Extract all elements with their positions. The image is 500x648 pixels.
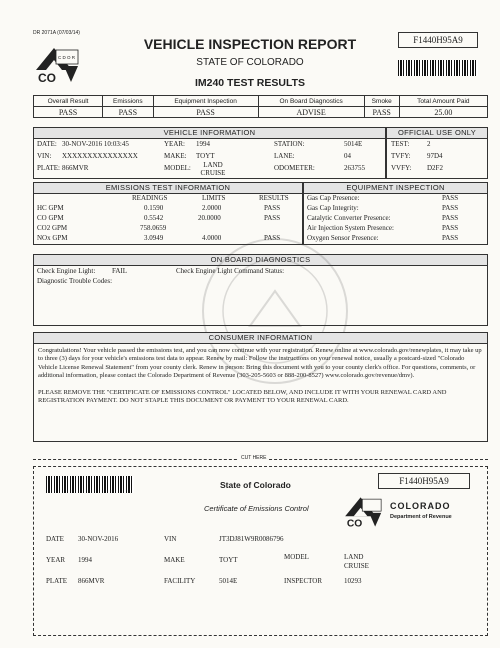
form-id: DR 2071A (07/03/14) — [33, 30, 80, 36]
station-label: STATION: — [274, 140, 305, 148]
limits-header: LIMITS — [202, 194, 226, 202]
cert-date-label: DATE — [46, 535, 64, 543]
readings-header: READINGS — [132, 194, 168, 202]
emission-limit: 20.0000 — [198, 214, 221, 222]
report-id: F1440H95A9 — [413, 35, 463, 45]
emission-row-label: CO GPM — [37, 214, 64, 222]
model-label: MODEL: — [164, 164, 191, 172]
odometer-label: ODOMETER: — [274, 164, 315, 172]
summary-header: Overall Result — [34, 96, 103, 107]
summary-table — [33, 95, 488, 118]
certificate-logo-co-text: CO — [346, 518, 363, 530]
odometer-value: 263755 — [344, 164, 365, 172]
official-use-section — [386, 127, 488, 179]
make-label: MAKE: — [164, 152, 187, 160]
model-value: LAND CRUISE — [200, 161, 226, 177]
emission-row-label: HC GPM — [37, 204, 64, 212]
consumer-info-title: CONSUMER INFORMATION — [34, 333, 487, 344]
official-use-title: OFFICIAL USE ONLY — [387, 128, 487, 139]
lane-value: 04 — [344, 152, 351, 160]
cert-facility-label: FACILITY — [164, 577, 196, 585]
emission-reading: 758.0659 — [140, 224, 167, 232]
emission-reading: 0.1590 — [144, 204, 164, 212]
equipment-label: Catalytic Converter Presence: — [307, 214, 391, 222]
plate-value: 866MVR — [62, 164, 89, 172]
certificate-id: F1440H95A9 — [399, 476, 449, 486]
results-header: RESULTS — [259, 194, 289, 202]
emission-row-label: NOx GPM — [37, 234, 68, 242]
station-value: 5014E — [344, 140, 363, 148]
cert-vin-value: JT3DJ81W9R0086796 — [219, 535, 284, 543]
equipment-value: PASS — [442, 204, 459, 212]
vvfy-value: D2F2 — [427, 164, 443, 172]
equipment-label: Gas Cap Presence: — [307, 194, 360, 202]
equipment-label: Air Injection System Presence: — [307, 224, 394, 232]
summary-value: PASS — [34, 107, 103, 118]
emission-reading: 3.0949 — [144, 234, 164, 242]
date-value: 30-NOV-2016 10:03:45 — [62, 140, 129, 148]
equipment-label: Gas Cap Integrity: — [307, 204, 359, 212]
summary-header: On Board Diagnostics — [258, 96, 364, 107]
summary-header: Smoke — [364, 96, 399, 107]
vin-label: VIN: — [37, 152, 52, 160]
cert-inspector-value: 10293 — [344, 577, 362, 585]
cel-label: Check Engine Light: — [37, 267, 96, 275]
lane-label: LANE: — [274, 152, 295, 160]
cert-model-label: MODEL — [284, 553, 309, 561]
make-value: TOYT — [196, 152, 215, 160]
summary-header: Emissions — [103, 96, 154, 107]
equipment-title: EQUIPMENT INSPECTION — [304, 183, 487, 194]
cert-facility-value: 5014E — [219, 577, 238, 585]
tvfy-label: TVFY: — [391, 152, 411, 160]
equipment-value: PASS — [442, 194, 459, 202]
certificate-state: State of Colorado — [220, 480, 291, 490]
cut-here-label: CUT HERE — [238, 455, 269, 461]
equipment-value: PASS — [442, 224, 459, 232]
equipment-label: Oxygen Sensor Presence: — [307, 234, 379, 242]
summary-header: Total Amount Paid — [399, 96, 487, 107]
summary-value: ADVISE — [258, 107, 364, 118]
cert-make-value: TOYT — [219, 556, 238, 564]
emissions-title: EMISSIONS TEST INFORMATION — [34, 183, 302, 194]
year-value: 1994 — [196, 140, 210, 148]
consumer-instructions: PLEASE REMOVE THE "CERTIFICATE OF EMISSIONS CONTROL" LOCATED BELOW, AND INCLUDE IT WITH YOUR RENEWAL CARD AND REGISTRATION PAYMENT. DO NOT STAPLE THIS DOCUMENT OR PAYMENT TO YOUR RENEWAL CARD. — [38, 388, 447, 405]
consumer-info-paragraph: Congratulations! Your vehicle passed the emissions test, and you can now continue with your registration. Renew online at www.colorado.gov/renewplates, it may take up to three (3) days for your vehicle's emissions test data to appear. Renew by mail: Follow the instructions on your renewal notice, usually a postcard-sized "Colorado Vehicle License Renewal Statement" from your county clerk. Renew in person: Bring this document with you to your county clerk's office. For questions, comments, or additional information, please contact the Colorado Department of Revenue (303-205-5603 or 888-200-8527) www.colorado.gov/revenue/dmv). — [38, 347, 482, 380]
cert-plate-label: PLATE — [46, 577, 67, 585]
summary-value: 25.00 — [399, 107, 487, 118]
dtc-label: Diagnostic Trouble Codes: — [37, 277, 113, 285]
emission-row-label: CO2 GPM — [37, 224, 68, 232]
emission-result: PASS — [264, 234, 281, 242]
cel-value: FAIL — [112, 267, 128, 275]
vvfy-label: VVFY: — [391, 164, 412, 172]
cert-make-label: MAKE — [164, 556, 185, 564]
state-line: STATE OF COLORADO — [196, 57, 304, 68]
certificate-subtitle: Certificate of Emissions Control — [204, 504, 309, 513]
logo-cdor-text: C D O R — [58, 55, 76, 60]
summary-value: PASS — [103, 107, 154, 118]
summary-header: Equipment Inspection — [153, 96, 258, 107]
report-id-box — [398, 32, 478, 48]
test-label: TEST: — [391, 140, 410, 148]
year-label: YEAR: — [164, 140, 185, 148]
emission-limit: 2.0000 — [202, 204, 222, 212]
report-title: VEHICLE INSPECTION REPORT — [143, 36, 357, 52]
barcode-header — [398, 60, 478, 76]
date-label: DATE: — [37, 140, 57, 148]
cert-date-value: 30-NOV-2016 — [78, 535, 119, 543]
equipment-value: PASS — [442, 214, 459, 222]
vehicle-info-title: VEHICLE INFORMATION — [34, 128, 385, 139]
equipment-value: PASS — [442, 234, 459, 242]
cel-command-label: Check Engine Light Command Status: — [176, 267, 285, 275]
vehicle-info-section — [33, 127, 386, 179]
cert-model-value: LAND CRUISE — [344, 553, 369, 570]
cert-year-label: YEAR — [46, 556, 66, 564]
plate-label: PLATE: — [37, 164, 60, 172]
obd-title: ON BOARD DIAGNOSTICS — [34, 255, 487, 266]
emission-reading: 0.5542 — [144, 214, 164, 222]
summary-value: PASS — [153, 107, 258, 118]
consumer-info-section — [33, 332, 488, 442]
logo-co-text: CO — [38, 71, 56, 85]
colorado-logo — [34, 44, 82, 86]
cert-plate-value: 866MVR — [78, 577, 105, 585]
test-value: 2 — [427, 140, 431, 148]
certificate-brand: COLORADO — [390, 501, 451, 511]
certificate-dept: Department of Revenue — [390, 514, 452, 520]
certificate-section — [33, 466, 488, 636]
cert-inspector-label: INSPECTOR — [284, 577, 322, 585]
emission-limit: 4.0000 — [202, 234, 222, 242]
cert-year-value: 1994 — [78, 556, 92, 564]
test-title: IM240 TEST RESULTS — [194, 77, 306, 89]
cert-vin-label: VIN — [164, 535, 177, 543]
summary-value: PASS — [364, 107, 399, 118]
vin-value: XXXXXXXXXXXXXXX — [62, 152, 138, 160]
emission-result: PASS — [264, 214, 281, 222]
tvfy-value: 97D4 — [427, 152, 443, 160]
emission-result: PASS — [264, 204, 281, 212]
